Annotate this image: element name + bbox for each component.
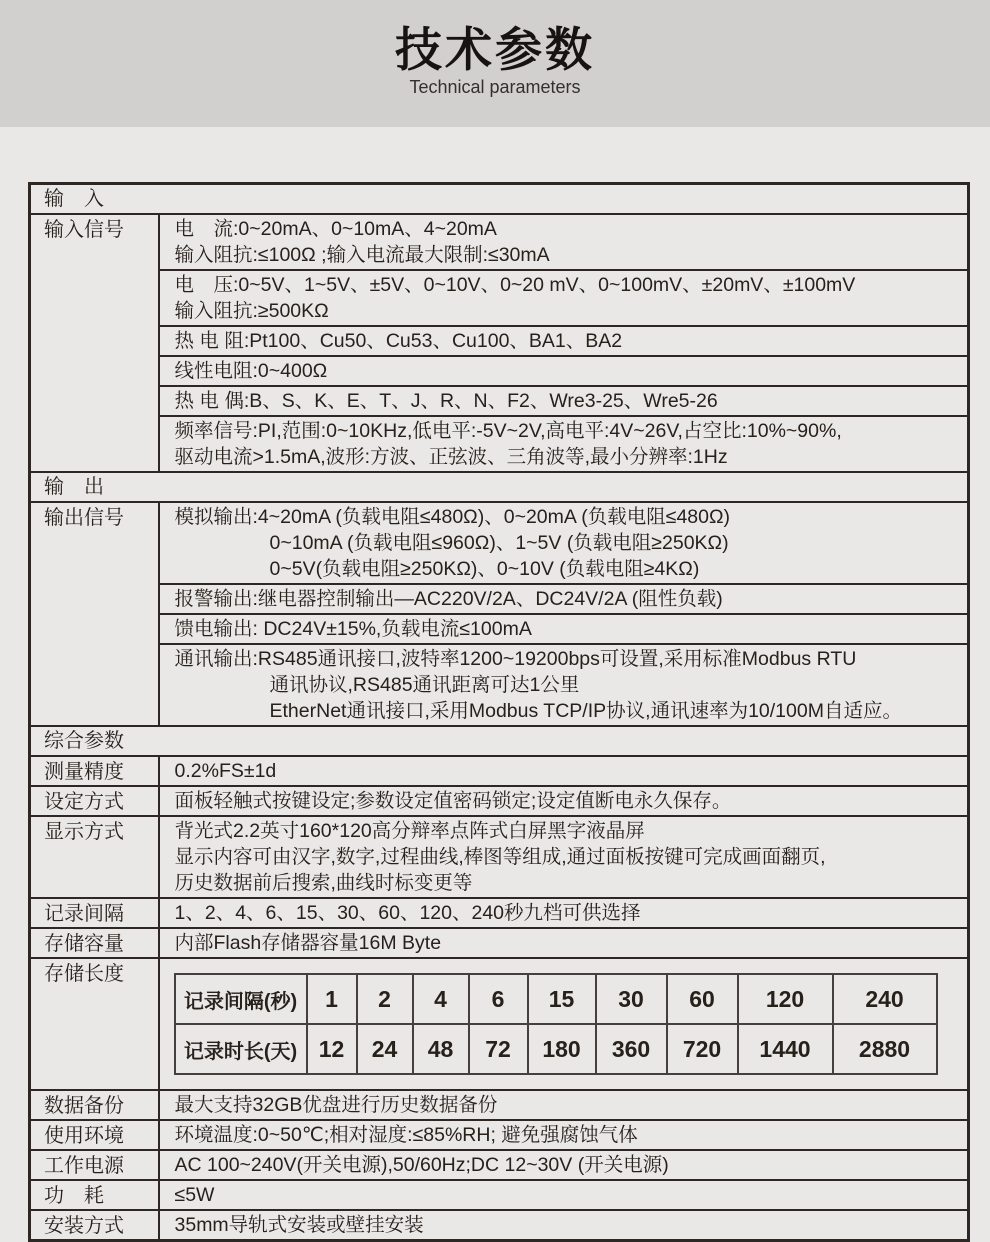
value-line: 背光式2.2英寸160*120高分辩率点阵式白屏黑字液晶屏 (174, 820, 645, 842)
param-row (30, 502, 969, 584)
storage-cell: 720 (667, 1024, 738, 1074)
value-line: 模拟输出:4~20mA (负载电阻≤480Ω)、0~20mA (负载电阻≤480Ω) (174, 506, 731, 528)
param-row (30, 644, 969, 726)
value-line: 环境温度:0~50℃;相对湿度:≤85%RH; 避免强腐蚀气体 (174, 1124, 638, 1146)
storage-cell: 15 (528, 974, 596, 1024)
section-label: 输 入 (30, 184, 969, 215)
storage-cell: 12 (307, 1024, 357, 1074)
param-row (30, 1120, 969, 1150)
section-label: 综合参数 (30, 726, 969, 756)
param-label: 存储长度 (30, 958, 159, 1090)
storage-cell: 2 (357, 974, 413, 1024)
storage-cell: 240 (833, 974, 937, 1024)
param-row (30, 1150, 969, 1180)
param-value (159, 816, 969, 898)
value-line: 最大支持32GB优盘进行历史数据备份 (174, 1094, 498, 1116)
storage-row-header: 记录间隔(秒) (175, 974, 307, 1024)
storage-row-header: 记录时长(天) (175, 1024, 307, 1074)
storage-cell: 72 (469, 1024, 528, 1074)
page-title: 技术参数 (395, 23, 595, 76)
param-label: 输入信号 (30, 214, 159, 472)
spec-table-body (30, 184, 969, 1241)
param-label: 记录间隔 (30, 898, 159, 928)
value-line: 驱动电流>1.5mA,波形:方波、正弦波、三角波等,最小分辨率:1Hz (174, 446, 728, 468)
param-label: 存储容量 (30, 928, 159, 958)
param-value (159, 326, 969, 356)
value-line: 通讯输出:RS485通讯接口,波特率1200~19200bps可设置,采用标准Modbus RTU (174, 648, 857, 670)
param-value (159, 928, 969, 958)
param-value (159, 1120, 969, 1150)
value-line: 输入阻抗:≥500KΩ (174, 300, 329, 322)
param-row (30, 1180, 969, 1210)
param-row (30, 1210, 969, 1241)
spec-table (28, 182, 970, 1242)
param-value (159, 356, 969, 386)
section-row (30, 472, 969, 502)
value-line: 热 电 偶:B、S、K、E、T、J、R、N、F2、Wre3-25、Wre5-26 (174, 390, 718, 412)
param-value (159, 584, 969, 614)
param-value (159, 502, 969, 584)
storage-row (175, 1024, 937, 1074)
param-value (159, 644, 969, 726)
param-row (30, 270, 969, 326)
param-row (30, 898, 969, 928)
section-row (30, 726, 969, 756)
value-line: 1、2、4、6、15、30、60、120、240秒九档可供选择 (174, 902, 641, 924)
storage-length-table (174, 973, 938, 1075)
storage-cell: 6 (469, 974, 528, 1024)
param-value (159, 386, 969, 416)
value-line: ≤5W (174, 1184, 215, 1206)
value-line: 面板轻触式按键设定;参数设定值密码锁定;设定值断电永久保存。 (174, 790, 732, 812)
storage-cell: 1 (307, 974, 357, 1024)
value-line: 电 压:0~5V、1~5V、±5V、0~10V、0~20 mV、0~100mV、±20mV、±100mV (174, 274, 856, 296)
value-line: 热 电 阻:Pt100、Cu50、Cu53、Cu100、BA1、BA2 (174, 330, 623, 352)
storage-cell: 2880 (833, 1024, 937, 1074)
value-line: 电 流:0~20mA、0~10mA、4~20mA (174, 218, 497, 240)
value-line: AC 100~240V(开关电源),50/60Hz;DC 12~30V (开关电源) (174, 1154, 669, 1176)
param-value (159, 786, 969, 816)
value-line: 馈电输出: DC24V±15%,负载电流≤100mA (174, 618, 532, 640)
storage-cell: 180 (528, 1024, 596, 1074)
value-line: 0~10mA (负载电阻≤960Ω)、1~5V (负载电阻≥250KΩ) (269, 532, 729, 554)
param-label: 设定方式 (30, 786, 159, 816)
param-label: 安装方式 (30, 1210, 159, 1241)
value-line: 输入阻抗:≤100Ω ;输入电流最大限制:≤30mA (174, 244, 550, 266)
value-line: 0~5V(负载电阻≥250KΩ)、0~10V (负载电阻≥4KΩ) (269, 558, 700, 580)
value-line: 35mm导轨式安装或壁挂安装 (174, 1214, 424, 1236)
storage-cell: 120 (738, 974, 833, 1024)
param-value (159, 614, 969, 644)
param-row (30, 214, 969, 270)
page-subtitle: Technical parameters (409, 77, 581, 97)
param-value (159, 756, 969, 786)
param-label: 测量精度 (30, 756, 159, 786)
param-row (30, 614, 969, 644)
storage-cell: 24 (357, 1024, 413, 1074)
param-row (30, 326, 969, 356)
param-row (30, 756, 969, 786)
storage-cell: 30 (596, 974, 667, 1024)
value-line: 内部Flash存储器容量16M Byte (174, 932, 442, 954)
param-row (30, 816, 969, 898)
param-row (30, 584, 969, 614)
param-value (159, 214, 969, 270)
param-label: 显示方式 (30, 816, 159, 898)
header-band (0, 0, 990, 127)
param-label: 工作电源 (30, 1150, 159, 1180)
param-row (30, 1090, 969, 1120)
param-value (159, 416, 969, 472)
param-value (159, 1150, 969, 1180)
value-line: 频率信号:PI,范围:0~10KHz,低电平:-5V~2V,高电平:4V~26V,占空比:10%~90%, (174, 420, 842, 442)
value-line: 历史数据前后搜索,曲线时标变更等 (174, 872, 473, 894)
value-line: 0.2%FS±1d (174, 760, 277, 782)
param-value (159, 1210, 969, 1241)
param-label: 数据备份 (30, 1090, 159, 1120)
param-value (159, 898, 969, 928)
storage-cell: 360 (596, 1024, 667, 1074)
value-line: 报警输出:继电器控制输出—AC220V/2A、DC24V/2A (阻性负载) (174, 588, 723, 610)
param-label: 功 耗 (30, 1180, 159, 1210)
section-row (30, 184, 969, 215)
param-value (159, 270, 969, 326)
param-row (30, 416, 969, 472)
param-label: 输出信号 (30, 502, 159, 726)
storage-cell: 1440 (738, 1024, 833, 1074)
value-line: 线性电阻:0~400Ω (174, 360, 328, 382)
param-label: 使用环境 (30, 1120, 159, 1150)
storage-cell: 60 (667, 974, 738, 1024)
param-value (159, 958, 969, 1090)
storage-row (175, 974, 937, 1024)
param-row (30, 928, 969, 958)
storage-length-table-body (175, 974, 937, 1074)
storage-cell: 48 (413, 1024, 469, 1074)
param-row (30, 386, 969, 416)
value-line: 通讯协议,RS485通讯距离可达1公里 (269, 674, 580, 696)
value-line: EtherNet通讯接口,采用Modbus TCP/IP协议,通讯速率为10/100M自适应。 (269, 700, 902, 722)
param-row (30, 356, 969, 386)
param-value (159, 1180, 969, 1210)
section-label: 输 出 (30, 472, 969, 502)
param-value (159, 1090, 969, 1120)
storage-cell: 4 (413, 974, 469, 1024)
value-line: 显示内容可由汉字,数字,过程曲线,棒图等组成,通过面板按键可完成画面翻页, (174, 846, 826, 868)
param-row (30, 786, 969, 816)
param-row (30, 958, 969, 1090)
